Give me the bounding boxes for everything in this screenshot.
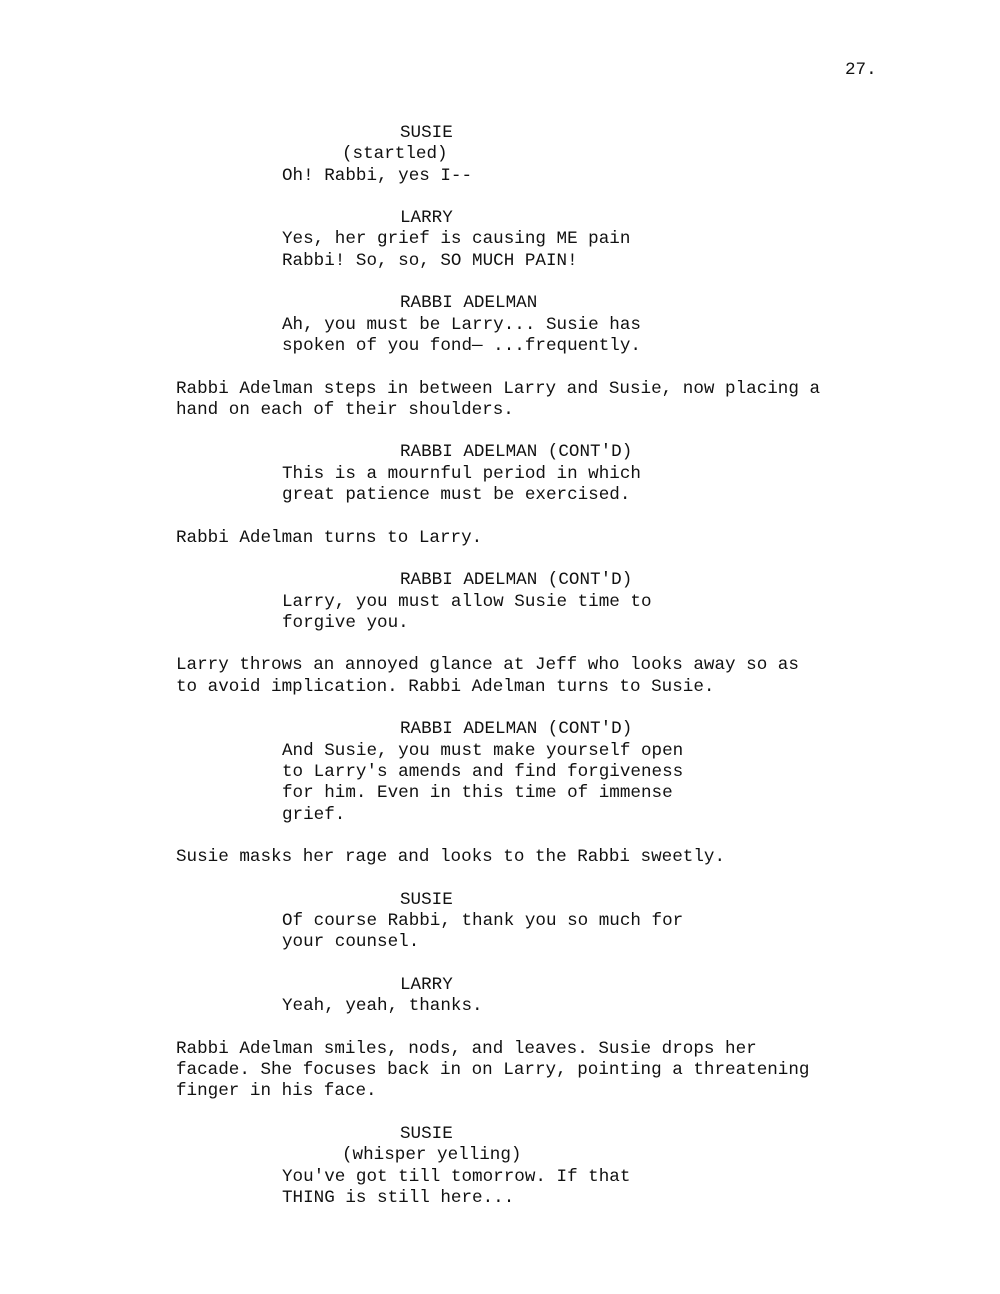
action-line: facade. She focuses back in on Larry, pointing a threatening — [176, 1060, 810, 1081]
dialogue-block — [0, 911, 1000, 954]
action-block — [0, 847, 1000, 868]
paren-block — [0, 144, 1000, 165]
action-line: Rabbi Adelman smiles, nods, and leaves. Susie drops her — [176, 1038, 757, 1059]
dialogue-line: for him. Even in this time of immense — [282, 783, 673, 804]
dialogue-block — [0, 315, 1000, 358]
blank-line — [0, 421, 1000, 442]
character-line: SUSIE — [400, 123, 453, 143]
character-block — [0, 570, 1000, 591]
dialogue-block — [0, 1167, 1000, 1210]
character-block — [0, 890, 1000, 911]
dialogue-line: And Susie, you must make yourself open — [282, 740, 684, 761]
character-line: RABBI ADELMAN — [400, 293, 538, 314]
blank-line — [0, 1103, 1000, 1124]
character-block — [0, 1124, 1000, 1145]
dialogue-line: Rabbi! So, so, SO MUCH PAIN! — [282, 250, 578, 271]
action-block — [0, 655, 1000, 698]
character-line: RABBI ADELMAN (CONT'D) — [400, 719, 633, 740]
blank-line — [0, 506, 1000, 527]
page-number: 27. — [845, 60, 877, 80]
blank-line — [0, 868, 1000, 889]
blank-line — [0, 357, 1000, 378]
character-line: SUSIE — [400, 889, 453, 910]
dialogue-line: great patience must be exercised. — [282, 485, 631, 506]
dialogue-line: grief. — [282, 804, 346, 825]
paren-block — [0, 1145, 1000, 1166]
dialogue-line: Yeah, yeah, thanks. — [282, 996, 483, 1017]
character-line: RABBI ADELMAN (CONT'D) — [400, 570, 633, 591]
character-block — [0, 123, 1000, 144]
character-line: LARRY — [400, 974, 453, 995]
character-block — [0, 293, 1000, 314]
blank-line — [0, 954, 1000, 975]
blank-line — [0, 549, 1000, 570]
action-block — [0, 1039, 1000, 1103]
character-block — [0, 442, 1000, 463]
action-block — [0, 528, 1000, 549]
dialogue-line: Oh! Rabbi, yes I-- — [282, 165, 473, 186]
dialogue-line: This is a mournful period in which — [282, 463, 641, 484]
dialogue-block — [0, 166, 1000, 187]
blank-line — [0, 272, 1000, 293]
blank-line — [0, 187, 1000, 208]
paren-line: (startled) — [342, 144, 448, 165]
dialogue-line: You've got till tomorrow. If that — [282, 1166, 631, 1187]
blank-line — [0, 634, 1000, 655]
character-line: LARRY — [400, 208, 453, 229]
blank-line — [0, 826, 1000, 847]
action-line: Rabbi Adelman turns to Larry. — [176, 527, 483, 548]
character-line: SUSIE — [400, 1123, 453, 1144]
dialogue-line: spoken of you fond— ...frequently. — [282, 335, 641, 356]
dialogue-block — [0, 229, 1000, 272]
action-block — [0, 379, 1000, 422]
dialogue-line: Larry, you must allow Susie time to — [282, 591, 652, 612]
paren-line: (whisper yelling) — [342, 1145, 522, 1166]
dialogue-block — [0, 996, 1000, 1017]
action-line: finger in his face. — [176, 1081, 377, 1102]
dialogue-line: Ah, you must be Larry... Susie has — [282, 314, 641, 335]
blank-line — [0, 698, 1000, 719]
action-line: Larry throws an annoyed glance at Jeff who looks away so as — [176, 655, 799, 676]
action-line: hand on each of their shoulders. — [176, 399, 514, 420]
screenplay-body — [0, 123, 1000, 1209]
action-line: Susie masks her rage and looks to the Rabbi sweetly. — [176, 847, 726, 868]
character-line: RABBI ADELMAN (CONT'D) — [400, 442, 633, 463]
dialogue-block — [0, 464, 1000, 507]
dialogue-line: Yes, her grief is causing ME pain — [282, 229, 631, 250]
dialogue-line: THING is still here... — [282, 1187, 515, 1208]
dialogue-block — [0, 592, 1000, 635]
character-block — [0, 975, 1000, 996]
action-line: Rabbi Adelman steps in between Larry and Susie, now placing a — [176, 378, 821, 399]
action-line: to avoid implication. Rabbi Adelman turns to Susie. — [176, 676, 715, 697]
dialogue-line: your counsel. — [282, 932, 420, 953]
dialogue-block — [0, 741, 1000, 826]
dialogue-line: Of course Rabbi, thank you so much for — [282, 910, 684, 931]
character-block — [0, 719, 1000, 740]
dialogue-line: forgive you. — [282, 612, 409, 633]
character-block — [0, 208, 1000, 229]
blank-line — [0, 1017, 1000, 1038]
dialogue-line: to Larry's amends and find forgiveness — [282, 761, 684, 782]
